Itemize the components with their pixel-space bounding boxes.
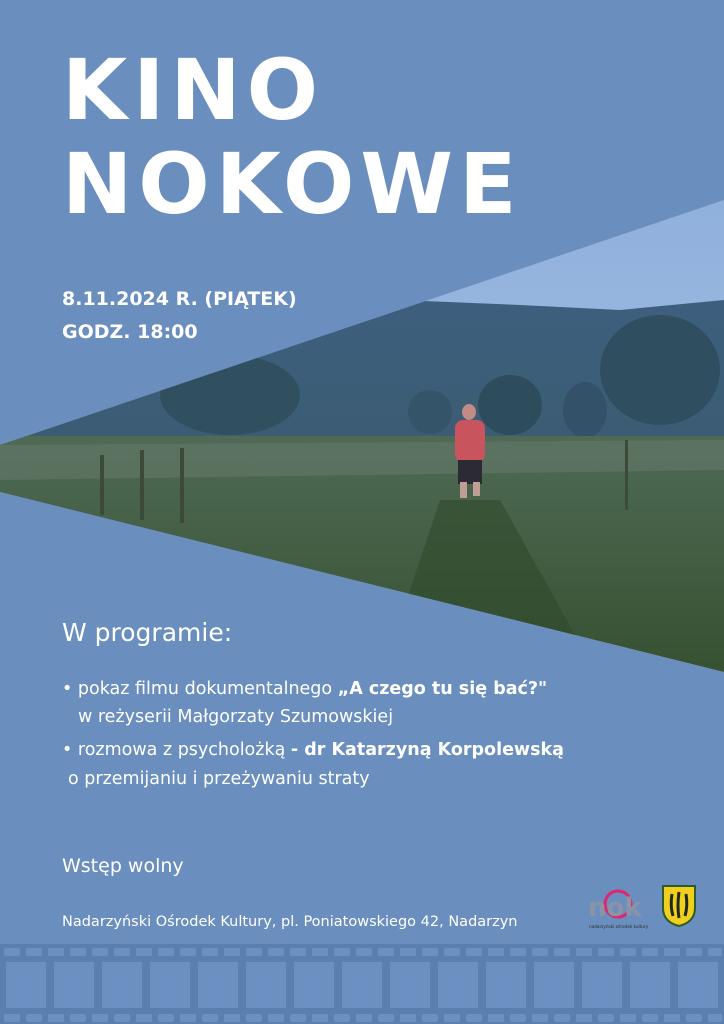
film-title: „A czego tu się bać?"	[337, 679, 548, 699]
event-date: 8.11.2024 R. (PIĄTEK)	[62, 288, 297, 310]
program-item-2	[62, 740, 564, 760]
title-line-2: NOKOWE	[62, 135, 523, 233]
program-item-1	[62, 679, 547, 699]
guest-name: - dr Katarzyną Korpolewską	[290, 740, 564, 760]
program-heading: W programie:	[62, 618, 233, 647]
coat-of-arms-icon	[661, 884, 697, 928]
program-item-1-prefix: • pokaz filmu dokumentalnego	[62, 679, 338, 699]
nok-logo-text: nok	[588, 893, 642, 923]
program-item-1-line-2: w reżyserii Małgorzaty Szumowskiej	[78, 707, 394, 727]
entry-info: Wstęp wolny	[62, 855, 184, 877]
title-line-1: KINO	[62, 41, 325, 139]
nok-logo-subtext: nadarzyński ośrodek kultury	[589, 924, 648, 929]
nok-logo	[586, 886, 648, 932]
event-time: GODZ. 18:00	[62, 321, 198, 343]
program-item-2-line-2: o przemijaniu i przeżywaniu straty	[68, 769, 370, 789]
program-item-2-prefix: • rozmowa z psycholożką	[62, 740, 291, 760]
filmstrip-decoration	[0, 944, 724, 1024]
venue-address: Nadarzyński Ośrodek Kultury, pl. Poniatowskiego 42, Nadarzyn	[62, 914, 518, 930]
